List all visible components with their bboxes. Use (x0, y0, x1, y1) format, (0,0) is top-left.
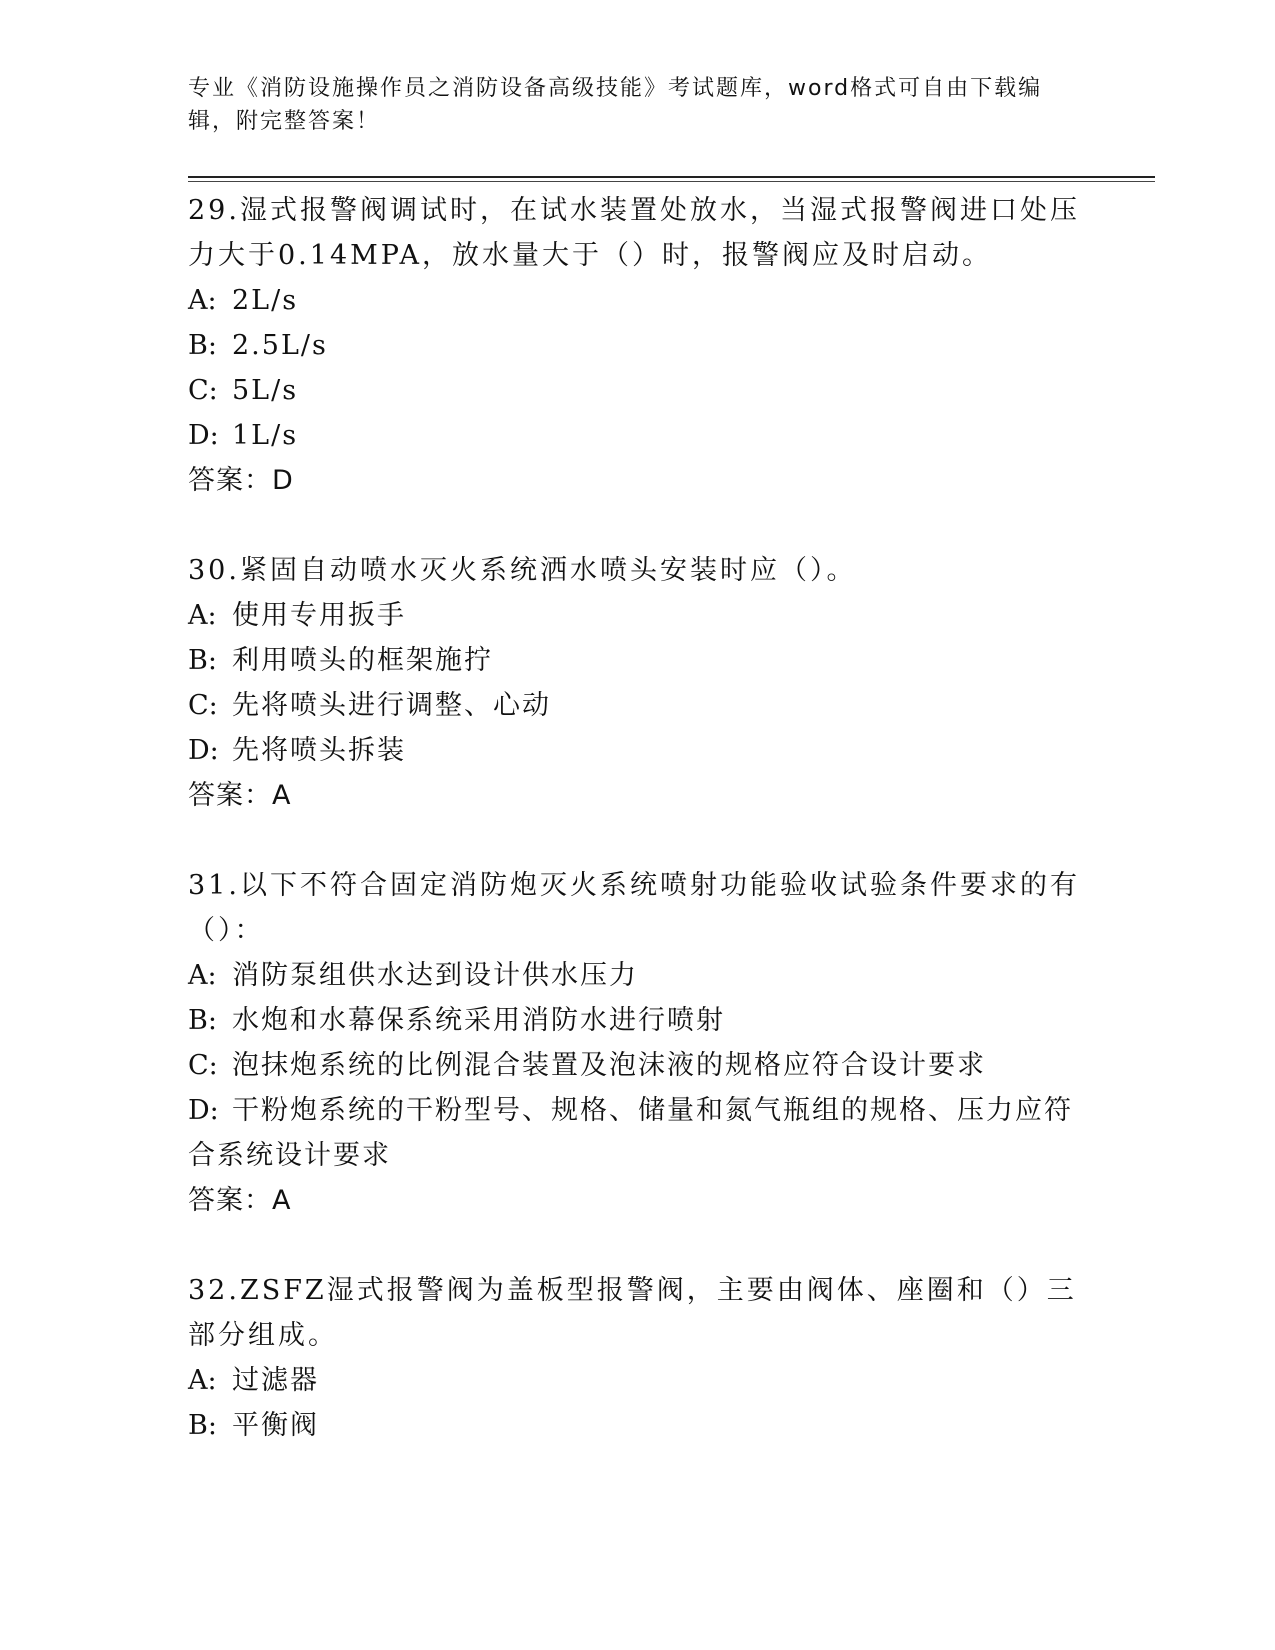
question-30 (188, 548, 1088, 818)
option-label: C: (188, 375, 218, 406)
option-label: B: (188, 330, 217, 361)
option-text: 平衡阀 (232, 1410, 319, 1441)
header-divider-thin (188, 181, 1155, 182)
option-text: 1L/s (232, 420, 299, 451)
option-a (188, 278, 1088, 323)
option-text: 2L/s (232, 285, 299, 316)
question-text: 31.以下不符合固定消防炮灭火系统喷射功能验收试验条件要求的有（）： (188, 870, 1080, 946)
answer-line: 答案：D (188, 465, 294, 496)
question-text: 32.ZSFZ湿式报警阀为盖板型报警阀，主要由阀体、座圈和（）三部分组成。 (188, 1275, 1077, 1351)
option-text: 消防泵组供水达到设计供水压力 (232, 960, 638, 991)
option-text: 水炮和水幕保系统采用消防水进行喷射 (232, 1005, 725, 1036)
option-text: 先将喷头进行调整、心动 (232, 690, 551, 721)
option-a (188, 1358, 1088, 1403)
option-b (188, 323, 1088, 368)
question-text: 29.湿式报警阀调试时，在试水装置处放水，当湿式报警阀进口处压力大于0.14MPA，放水量大于（）时，报警阀应及时启动。 (188, 195, 1080, 271)
option-c (188, 1043, 1088, 1088)
option-label: B: (188, 1005, 217, 1036)
option-label: C: (188, 690, 218, 721)
question-29 (188, 188, 1088, 503)
option-label: A: (188, 285, 217, 316)
option-d (188, 413, 1088, 458)
option-label: D: (188, 420, 219, 451)
option-text: 2.5L/s (232, 330, 328, 361)
answer-line: 答案：A (188, 780, 292, 811)
option-label: A: (188, 1365, 217, 1396)
question-text: 30.紧固自动喷水灭火系统洒水喷头安装时应（）。 (188, 555, 857, 586)
answer-line: 答案：A (188, 1185, 292, 1216)
option-b (188, 998, 1088, 1043)
question-32 (188, 1268, 1088, 1448)
option-a (188, 593, 1088, 638)
option-b (188, 638, 1088, 683)
option-d (188, 1088, 1088, 1178)
option-text: 利用喷头的框架施拧 (232, 645, 493, 676)
option-label: B: (188, 1410, 217, 1441)
option-b (188, 1403, 1088, 1448)
option-d (188, 728, 1088, 773)
option-label: A: (188, 600, 217, 631)
question-31 (188, 863, 1088, 1223)
option-text: 5L/s (232, 375, 299, 406)
option-c (188, 368, 1088, 413)
header-divider-thick (188, 176, 1155, 178)
option-text: 泡抹炮系统的比例混合装置及泡沫液的规格应符合设计要求 (232, 1050, 986, 1081)
document-header: 专业《消防设施操作员之消防设备高级技能》考试题库，word格式可自由下载编辑，附完整答案！ (188, 76, 1043, 134)
option-label: A: (188, 960, 217, 991)
option-label: D: (188, 1095, 219, 1126)
option-text: 使用专用扳手 (232, 600, 406, 631)
option-text: 干粉炮系统的干粉型号、规格、储量和氮气瓶组的规格、压力应符合系统设计要求 (188, 1095, 1073, 1171)
option-text: 先将喷头拆装 (232, 735, 406, 766)
option-text: 过滤器 (232, 1365, 319, 1396)
option-a (188, 953, 1088, 998)
option-c (188, 683, 1088, 728)
option-label: D: (188, 735, 219, 766)
option-label: B: (188, 645, 217, 676)
question-list (188, 188, 1088, 1493)
option-label: C: (188, 1050, 218, 1081)
